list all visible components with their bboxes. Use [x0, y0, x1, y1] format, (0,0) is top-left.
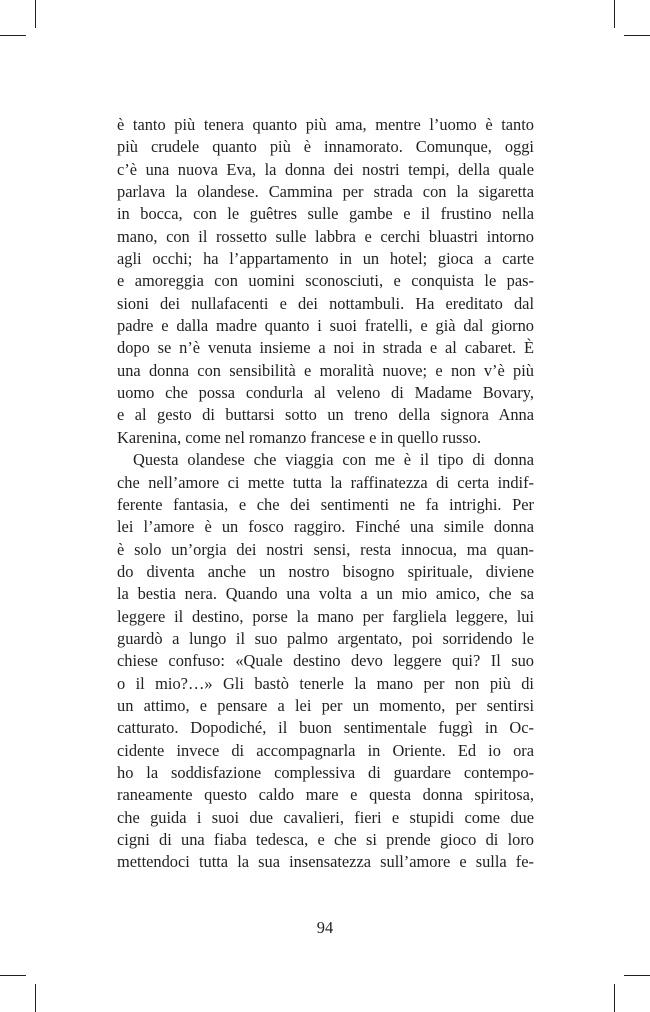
crop-mark-bottom-right-v: [614, 984, 615, 1012]
crop-mark-top-left-h: [0, 35, 26, 36]
text-line: parlava la olandese. Cammina per strada con la sigaretta: [117, 182, 534, 202]
text-line: leggere il destino, porse la mano per fargliela leggere, lui: [117, 606, 534, 626]
crop-mark-top-left-v: [35, 0, 36, 28]
text-line: c’è una nuova Eva, la donna dei nostri tempi, della quale: [117, 159, 534, 179]
text-line: che nell’amore ci mette tutta la raffinatezza di certa indif-: [117, 472, 534, 492]
text-line: agli occhi; ha l’appartamento in un hotel; gioca a carte: [117, 249, 534, 269]
page-number: 94: [316, 918, 334, 937]
text-line: la bestia nera. Quando una volta a un mio amico, che sa: [117, 584, 534, 604]
crop-mark-top-right-v: [614, 0, 615, 28]
text-line: padre e dalla madre quanto i suoi fratelli, e già dal giorno: [117, 316, 534, 336]
text-line: mano, con il rossetto sulle labbra e cerchi bluastri intorno: [117, 226, 534, 246]
body-text: [117, 114, 534, 874]
text-line: Questa olandese che viaggia con me è il tipo di donna: [133, 450, 534, 470]
text-line: è tanto più tenera quanto più ama, mentre l’uomo è tanto: [117, 115, 534, 134]
text-line: un attimo, e pensare a lei per un momento, per sentirsi: [117, 695, 534, 715]
text-line: che guida i suoi due cavalieri, fieri e stupidi come due: [117, 807, 534, 827]
crop-mark-top-right-h: [624, 35, 650, 36]
text-line: chiese confuso: «Quale destino devo leggere qui? Il suo: [117, 651, 534, 671]
text-line: più crudele quanto più è innamorato. Comunque, oggi: [117, 137, 534, 157]
text-line: una donna con sensibilità e moralità nuove; e non v’è più: [117, 360, 534, 380]
crop-mark-bottom-left-h: [0, 975, 26, 976]
text-line: Karenina, come nel romanzo francese e in quello russo.: [117, 427, 482, 447]
text-line: cigni di una fiaba tedesca, e che si prende gioco di loro: [117, 830, 534, 849]
text-line: catturato. Dopodiché, il buon sentimentale fuggì in Oc-: [117, 718, 534, 738]
paragraph: [117, 449, 534, 874]
text-line: ferente fantasia, e che dei sentimenti ne fa intrighi. Per: [117, 494, 534, 514]
text-line: sioni dei nullafacenti e dei nottambuli. Ha ereditato dal: [117, 293, 534, 313]
text-line: ho la soddisfazione complessiva di guardare contempo-: [117, 762, 534, 782]
crop-mark-bottom-left-v: [35, 984, 36, 1012]
crop-mark-bottom-right-h: [624, 975, 650, 976]
paragraph: [117, 114, 534, 449]
text-line: dopo se n’è venuta insieme a noi in strada e al cabaret. È: [117, 338, 534, 358]
text-line: e amoreggia con uomini sconosciuti, e conquista le pas-: [117, 271, 534, 291]
text-line: mettendoci tutta la sua insensatezza sull’amore e sulla fe-: [117, 852, 534, 872]
text-line: do diventa anche un nostro bisogno spirituale, diviene: [117, 561, 534, 581]
text-line: uomo che possa condurla al veleno di Madame Bovary,: [117, 383, 534, 403]
text-line: raneamente questo caldo mare e questa donna spiritosa,: [117, 785, 534, 805]
text-line: lei l’amore è un fosco raggiro. Finché una simile donna: [117, 517, 534, 537]
text-line: e al gesto di buttarsi sotto un treno della signora Anna: [117, 405, 534, 425]
text-line: o il mio?…» Gli bastò tenerle la mano per non più di: [117, 673, 534, 693]
text-line: guardò a lungo il suo palmo argentato, poi sorridendo le: [117, 628, 534, 648]
text-line: cidente invece di accompagnarla in Oriente. Ed io ora: [117, 740, 534, 760]
text-line: è solo un’orgia dei nostri sensi, resta innocua, ma quan-: [117, 539, 534, 559]
text-line: in bocca, con le guêtres sulle gambe e il frustino nella: [117, 204, 534, 224]
